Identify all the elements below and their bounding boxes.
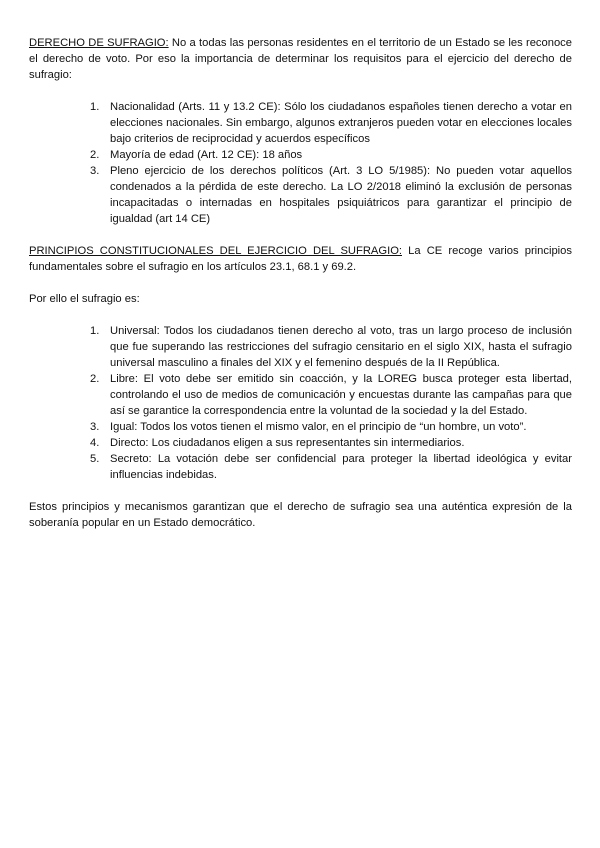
list-item-text: Libre: El voto debe ser emitido sin coacción, y la LOREG busca proteger esta libertad, controlando el uso de medios de comunicación y encuestas durante las campañas para que así se garantice la correspondencia entre la voluntad de la sociedad y la del Estado. (110, 373, 572, 417)
list-item (29, 99, 572, 147)
section-2-heading: PRINCIPIOS CONSTITUCIONALES DEL EJERCICIO DEL SUFRAGIO: (29, 245, 402, 257)
section-2-lead: Por ello el sufragio es: (29, 293, 140, 305)
list-item-number: 2. (90, 373, 100, 385)
list-item (29, 323, 572, 371)
list-item-number: 1. (90, 325, 100, 337)
list-item-text: Pleno ejercicio de los derechos políticos (Art. 3 LO 5/1985): No pueden votar aquellos condenados a la pérdida de este derecho. La LO 2/2018 eliminó la exclusión de personas incapacitadas o internadas en hospitales psiquiátricos para garantizar el principio de igualdad (art 14 CE) (110, 165, 572, 225)
list-item-text: Secreto: La votación debe ser confidencial para proteger la libertad ideológica y evitar influencias indebidas. (110, 453, 572, 481)
list-item-text: Directo: Los ciudadanos eligen a sus representantes sin intermediarios. (110, 437, 465, 449)
list-item-number: 5. (90, 453, 100, 465)
section-2-paragraph (29, 243, 572, 275)
principles-list (29, 323, 572, 483)
conclusion-paragraph: Estos principios y mecanismos garantizan que el derecho de sufragio sea una auténtica expresión de la soberanía popular en un Estado democrático. (29, 501, 572, 529)
section-2-intro: La CE recoge varios principios fundamentales sobre el sufragio en los artículos 23.1, 68.1 y 69.2. (29, 245, 572, 273)
section-1-intro: No a todas las personas residentes en el territorio de un Estado se les reconoce el derecho de voto. Por eso la importancia de determinar los requisitos para el ejercicio del derecho de sufragio: (29, 37, 572, 81)
list-item-text: Mayoría de edad (Art. 12 CE): 18 años (110, 149, 303, 161)
list-item-text: Nacionalidad (Arts. 11 y 13.2 CE): Sólo los ciudadanos españoles tienen derecho a votar en elecciones nacionales. Sin embargo, algunos extranjeros pueden votar en elecciones locales bajo criterios de reciprocidad y acuerdos específicos (110, 101, 572, 145)
list-item (29, 163, 572, 227)
list-item (29, 371, 572, 419)
list-item-number: 3. (90, 165, 100, 177)
list-item (29, 147, 572, 163)
document-page (29, 35, 572, 531)
section-1-heading: DERECHO DE SUFRAGIO: (29, 37, 169, 49)
list-item (29, 435, 572, 451)
list-item (29, 419, 572, 435)
list-item-number: 4. (90, 437, 100, 449)
list-item-number: 1. (90, 101, 100, 113)
list-item-text: Igual: Todos los votos tienen el mismo valor, en el principio de “un hombre, un voto”. (110, 421, 527, 433)
list-item-text: Universal: Todos los ciudadanos tienen derecho al voto, tras un largo proceso de inclusión que fue superando las restricciones del sufragio censitario en el siglo XIX, hasta el sufragio universal masculino a finales del XIX y el femenino después de la II República. (110, 325, 572, 369)
list-item-number: 3. (90, 421, 100, 433)
requirements-list (29, 99, 572, 227)
list-item (29, 451, 572, 483)
section-1-paragraph (29, 35, 572, 83)
list-item-number: 2. (90, 149, 100, 161)
